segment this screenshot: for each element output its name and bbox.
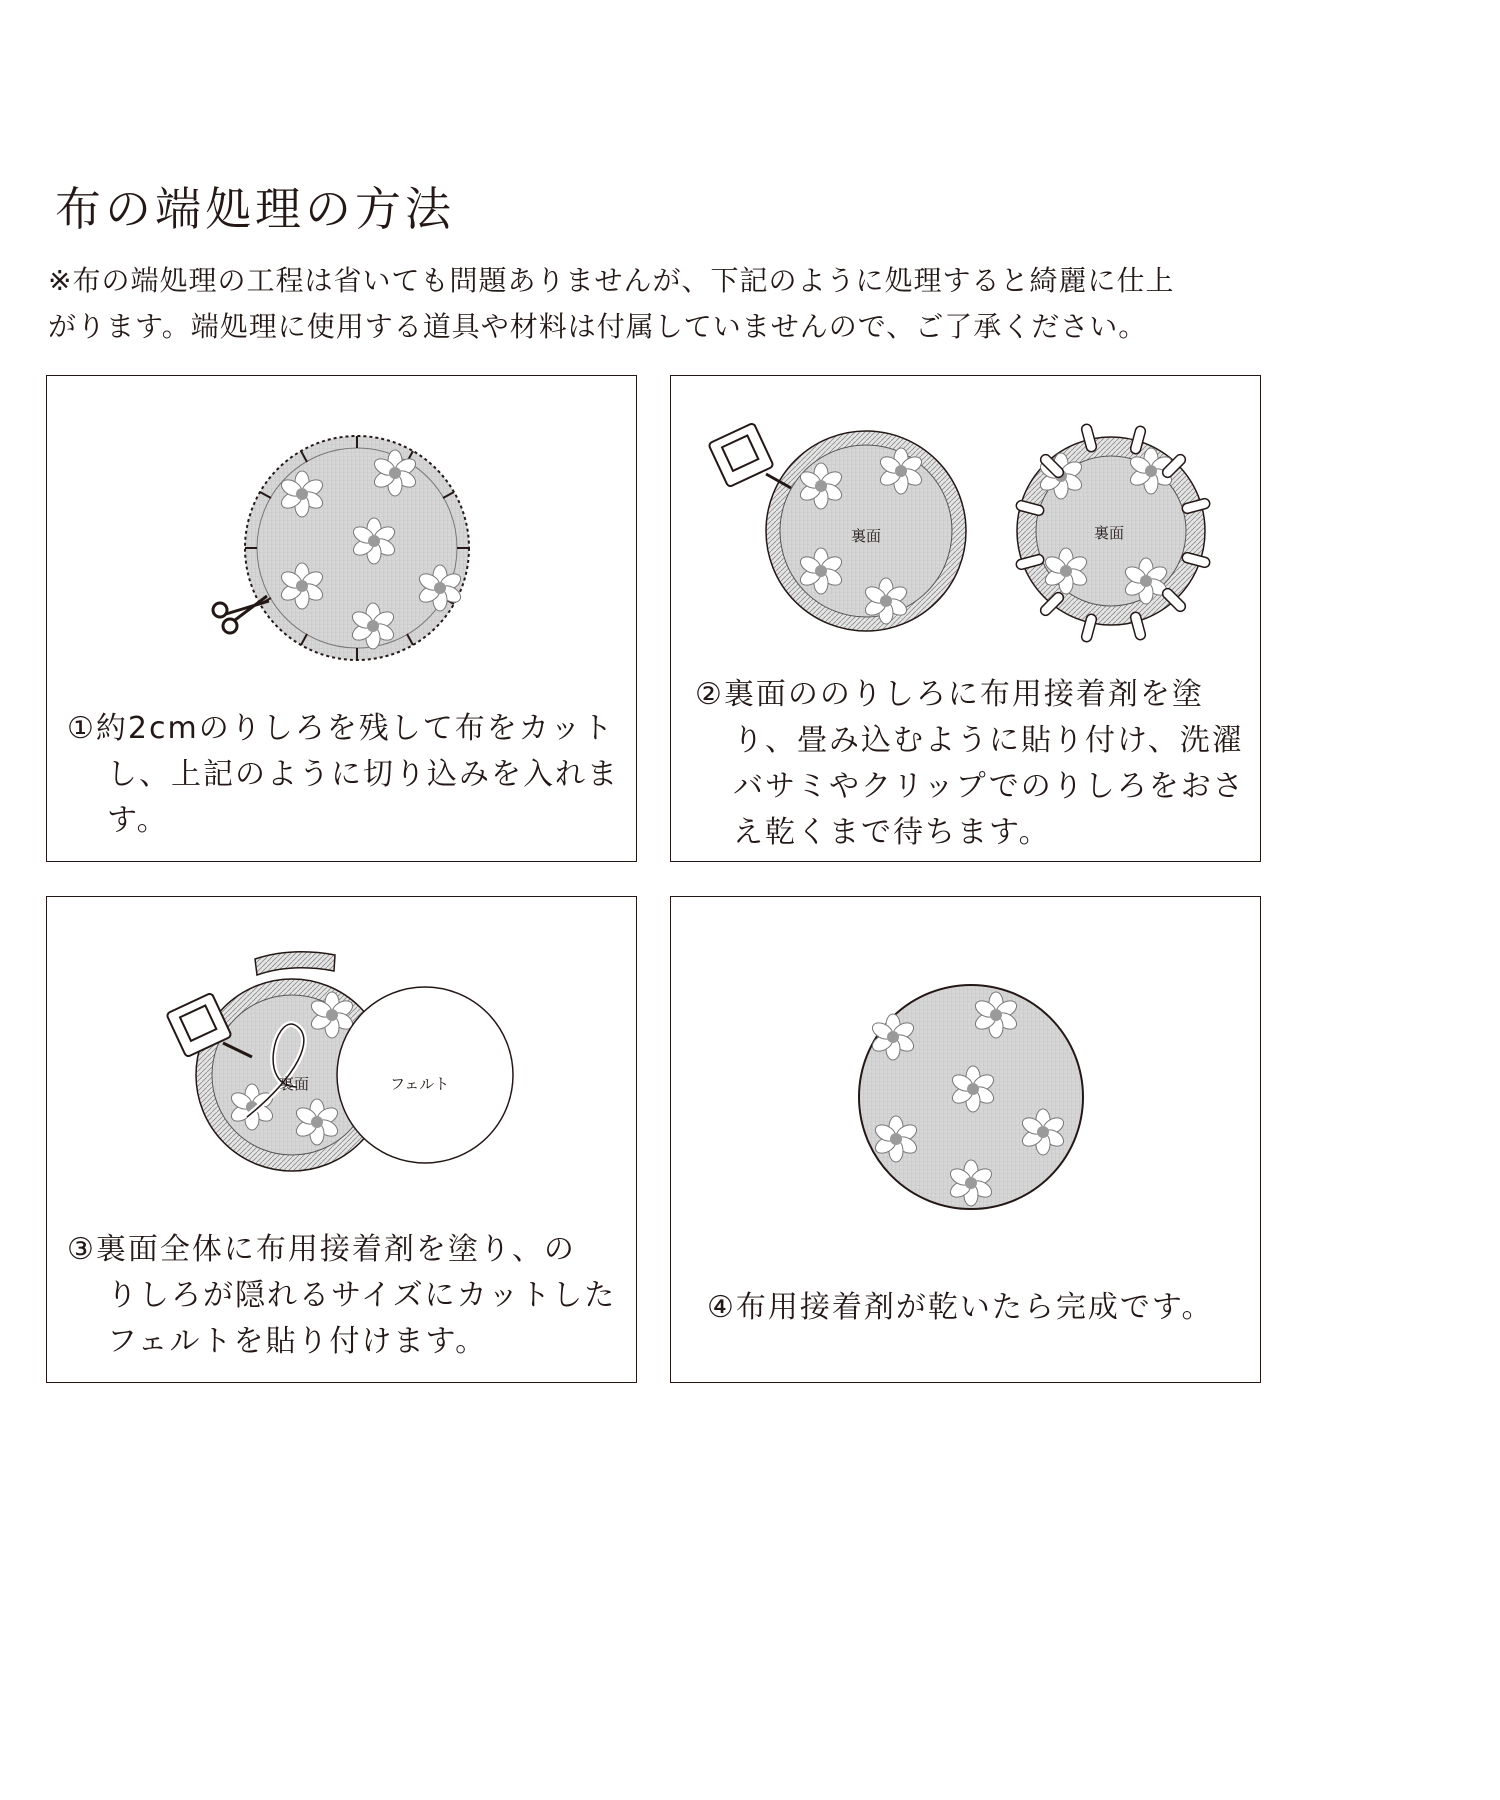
step-2-caption [695, 672, 1245, 856]
note-line-1: ※布の端処理の工程は省いても問題ありませんが、下記のように処理すると綺麗に仕上 [48, 264, 1175, 297]
step-1-illustration [47, 376, 638, 706]
step-3-illustration [47, 897, 638, 1227]
step-1-line-1: ①約2cmのりしろを残して布をカット [67, 711, 615, 746]
step-4-caption [707, 1285, 1214, 1331]
note-text [48, 258, 1268, 350]
cut-seam-strip [255, 952, 335, 975]
back-side-label-2: 裏面 [1094, 524, 1125, 542]
step-1-caption [67, 706, 619, 844]
step-3-line-3: フェルトを貼り付けます。 [107, 1324, 488, 1359]
note-line-2: がります。端処理に使用する道具や材料は付属していませんので、ご了承ください。 [48, 310, 1148, 343]
scissors-icon [213, 596, 269, 633]
step-2-panel [670, 375, 1261, 862]
step-3-line-2: りしろが隠れるサイズにカットした [107, 1278, 617, 1313]
felt-circle [337, 987, 513, 1163]
step-2-line-4: え乾くまで待ちます。 [733, 815, 1051, 850]
step-3-caption [67, 1227, 616, 1365]
glue-bottle-icon [708, 423, 791, 488]
step-2-line-3: バサミやクリップでのりしろをおさ [733, 769, 1245, 804]
step-1-line-3: す。 [107, 803, 169, 838]
step-2-illustration [671, 376, 1262, 672]
clipped-fabric-circle [1015, 423, 1211, 643]
back-side-label-3: 裏面 [279, 1075, 310, 1093]
step-1-line-2: し、上記のように切り込みを入れま [107, 757, 619, 792]
glued-fabric-circle [766, 431, 966, 631]
step-4-line-1: ④布用接着剤が乾いたら完成です。 [707, 1290, 1214, 1325]
page-title: 布の端処理の方法 [55, 182, 455, 236]
step-1-panel [46, 375, 637, 862]
step-3-panel [46, 896, 637, 1383]
step-2-line-1: ②裏面ののりしろに布用接着剤を塗 [695, 677, 1204, 712]
felt-label: フェルト [390, 1075, 450, 1093]
step-4-panel [670, 896, 1261, 1383]
step-3-line-1: ③裏面全体に布用接着剤を塗り、の [67, 1232, 576, 1267]
step-2-line-2: り、畳み込むように貼り付け、洗濯 [733, 723, 1244, 758]
finished-fabric-circle [859, 985, 1083, 1209]
step-4-illustration [671, 897, 1262, 1277]
back-side-label-1: 裏面 [851, 527, 882, 545]
cut-fabric-circle [245, 436, 469, 660]
